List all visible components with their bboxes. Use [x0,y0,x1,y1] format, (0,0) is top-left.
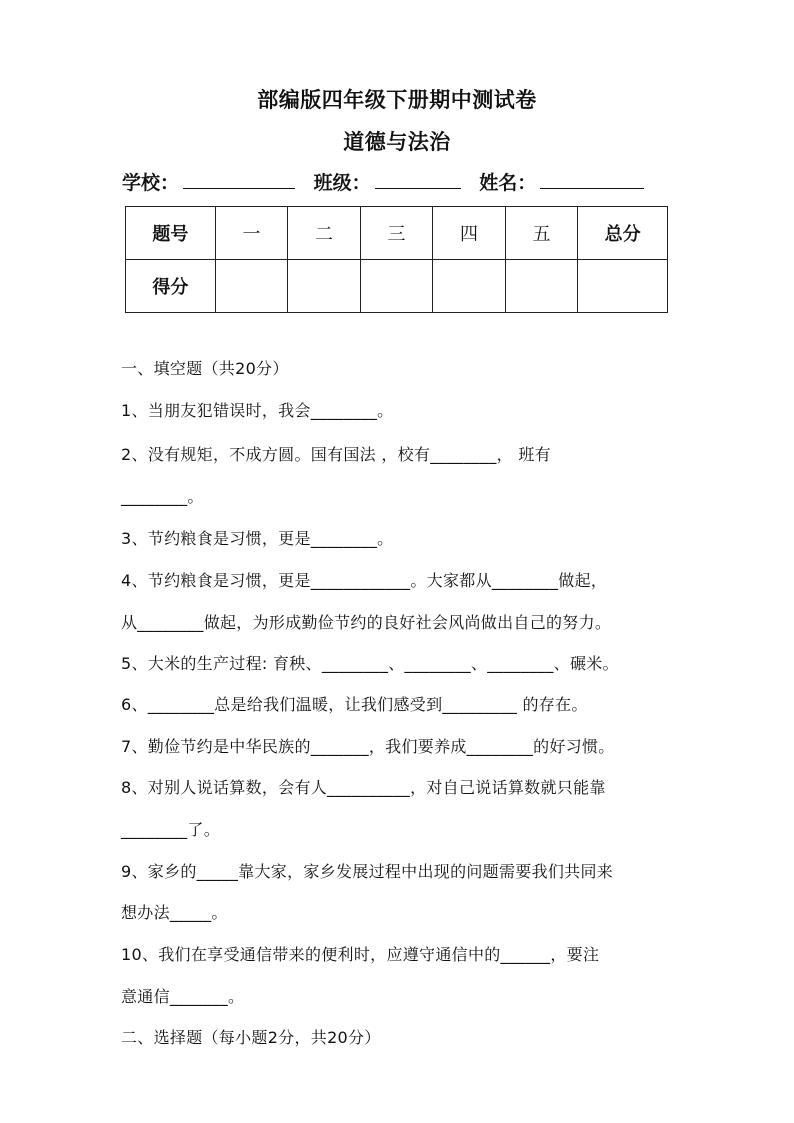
score-table-score-row [126,260,668,313]
score-table-header-cell: 总分 [578,207,668,260]
score-table-header-cell: 五 [505,207,578,260]
section1-heading: 一、填空题（共20分） [121,359,289,378]
question-line: 9、家乡的_____靠大家，家乡发展过程中出现的问题需要我们共同来 [121,862,614,881]
class-blank[interactable] [375,170,461,189]
score-cell[interactable] [215,260,288,313]
name-field [479,168,644,195]
class-field [314,168,461,195]
question-line: 2、没有规矩，不成方圆。国有国法 ，校有________， 班有 [121,445,551,464]
score-cell[interactable] [360,260,433,313]
score-table [125,206,668,313]
score-row-label: 得分 [126,260,216,313]
question-line: 3、节约粮食是习惯，更是________。 [121,529,394,548]
school-blank[interactable] [183,170,295,189]
question-line: 意通信_______。 [121,987,245,1006]
section2-heading: 二、选择题（每小题2分，共20分） [121,1028,381,1047]
question-line: 5、大米的生产过程: 育秧、________、________、________、碾米。 [121,654,619,673]
question-line: 6、________总是给我们温暖，让我们感受到_________ 的存在。 [121,695,588,714]
name-blank[interactable] [540,170,644,189]
question-line: 7、勤俭节约是中华民族的_______，我们要养成________的好习惯。 [121,737,615,756]
school-label: 学校： [122,172,180,194]
exam-subject: 道德与法治 [343,129,451,154]
question-line: 1、当朋友犯错误时，我会________。 [121,401,394,420]
student-info-row [122,168,656,195]
question-line: 4、节约粮食是习惯，更是____________。大家都从________做起， [121,571,608,590]
school-field [122,168,295,195]
score-cell[interactable] [288,260,361,313]
score-table-header-cell: 四 [433,207,506,260]
question-line: 8、对别人说话算数，会有人__________，对自己说话算数就只能靠 [121,778,606,797]
score-table-header-row [126,207,668,260]
score-table-header-cell: 题号 [126,207,216,260]
question-line: ________了。 [121,820,220,839]
score-cell[interactable] [505,260,578,313]
question-line: 从________做起，为形成勤俭节约的良好社会风尚做出自己的努力。 [121,613,612,632]
name-label: 姓名： [479,172,537,194]
score-cell[interactable] [578,260,668,313]
question-line: 想办法_____。 [121,903,228,922]
score-table-header-cell: 三 [360,207,433,260]
score-table-header-cell: 二 [288,207,361,260]
exam-title: 部编版四年级下册期中测试卷 [257,87,537,112]
score-cell[interactable] [433,260,506,313]
score-table-header-cell: 一 [215,207,288,260]
class-label: 班级： [313,172,371,194]
question-line: ________。 [121,487,204,506]
question-line: 10、我们在享受通信带来的便利时，应遵守通信中的______，要注 [121,945,600,964]
